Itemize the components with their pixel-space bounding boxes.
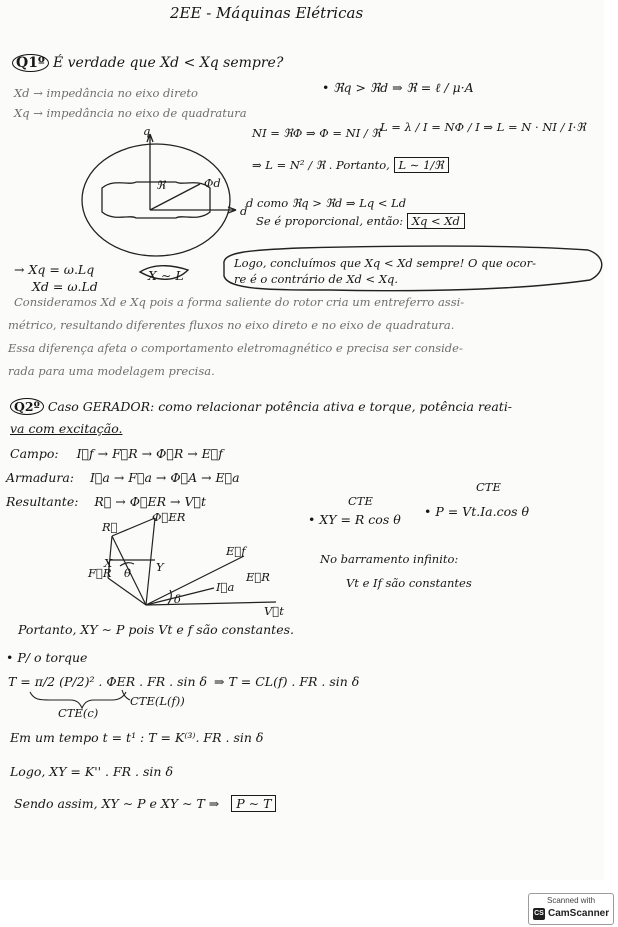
label-ef: E⃗f (226, 544, 246, 558)
resultante-label: Resultante: (6, 494, 79, 509)
camscanner-brand: CamScanner (548, 908, 610, 919)
armadura-chain: I⃗a → F⃗a → Φ⃗A → E⃗a (89, 470, 240, 485)
portanto-line: Portanto, XY ∼ P pois Vt e f são constantes. (18, 622, 294, 637)
q1-paragraph-line-3: Essa diferença afeta o comportamento eletromagnético e precisa ser conside- (8, 341, 463, 355)
q1-reluctance-relation: • ℜq > ℜd ⇒ ℜ = ℓ / μ·A (322, 80, 474, 95)
rotor-diagram (82, 134, 236, 256)
label-vt: V⃗t (264, 604, 284, 618)
q1-inductance-equation: L = λ / I = NΦ / I ⇒ L = N · NI / I·ℜ (380, 120, 586, 134)
d-axis-label: d (240, 204, 248, 218)
campo-row (10, 446, 223, 461)
q1-xd-definition: Xd → impedância no eixo direto (14, 86, 198, 100)
page-title: 2EE - Máquinas Elétricas (170, 4, 364, 22)
time-line: Em um tempo t = t¹ : T = K⁽³⁾. FR . sin δ (10, 730, 264, 745)
conclusion-line-2: re é o contrário de Xd < Xq. (234, 272, 399, 286)
final-box: P ∼ T (231, 795, 276, 812)
label-x: X (104, 556, 113, 570)
q1-paragraph-line-2: métrico, resultando diferentes fluxos no eixo direto e no eixo de quadratura. (8, 318, 455, 332)
q1-inductance-box: L ∼ 1/ℜ (394, 157, 449, 173)
cte-lf-label: CTE(L(f)) (130, 694, 185, 708)
reluctance-label: ℜ (156, 178, 166, 192)
label-er: E⃗R (246, 570, 270, 584)
xd-equation: Xd = ω.Ld (32, 279, 98, 294)
underbrace-cte-lf (122, 690, 130, 700)
torque-equation-2: ⇒ T = CL(f) . FR . sin δ (214, 674, 360, 689)
torque-heading: • P/ o torque (6, 650, 88, 665)
q1-paragraph-line-4: rada para uma modelagem precisa. (8, 364, 215, 378)
phasor-link-1 (112, 518, 155, 536)
camscanner-logo-icon: CS (533, 908, 545, 920)
q1-question-text: É verdade que Xd < Xq sempre? (52, 55, 284, 71)
cte-c-label: CTE(c) (58, 706, 99, 720)
q-axis-label: q (143, 124, 151, 138)
infinite-bus-text: No barramento infinito: (320, 552, 459, 566)
axis-arrowheads (147, 134, 236, 213)
q1-proportional-box: Xq < Xd (407, 213, 465, 229)
q1-xq-definition: Xq → impedância no eixo de quadratura (14, 106, 247, 120)
label-delta: δ (174, 592, 181, 606)
logo-line: Logo, XY = K'' . FR . sin δ (10, 764, 173, 779)
label-r: R⃗ (102, 520, 118, 534)
label-phi-er: Φ⃗ER (152, 510, 186, 524)
label-y: Y (156, 560, 164, 574)
phasor-vt (146, 602, 276, 605)
q2-heading-line-1 (10, 398, 512, 415)
armadura-label: Armadura: (6, 470, 74, 485)
q1-paragraph-line-1: Consideramos Xd e Xq pois a forma saliente do rotor cria um entreferro assi- (14, 295, 465, 309)
phasor-diagram (108, 518, 276, 605)
campo-chain: I⃗f → F⃗R → Φ⃗R → E⃗f (76, 446, 223, 461)
label-theta: θ (124, 566, 131, 580)
resultante-chain: R⃗ → Φ⃗ER → V⃗t (94, 494, 207, 509)
cte-label-2: CTE (476, 480, 501, 494)
label-ia: I⃗a (216, 580, 235, 594)
q1-inductance-text: ⇒ L = N² / ℜ . Portanto, (252, 158, 390, 172)
conclusion-line-1: Logo, concluímos que Xq < Xd sempre! O que ocor- (234, 256, 536, 270)
x-l-box: X ∼ L (148, 268, 184, 283)
camscanner-watermark (528, 893, 614, 925)
phasor-er (146, 518, 155, 605)
q1-number-badge: Q1º (12, 54, 49, 72)
phasor-fr (108, 578, 146, 605)
flux-label: Φd (204, 176, 221, 190)
q2-heading-line-2: va com excitação. (10, 421, 123, 436)
q1-comparison: d como ℜq > ℜd ⇒ Lq < Ld (246, 196, 407, 210)
vt-if-constant-text: Vt e If são constantes (346, 576, 472, 590)
resultante-row (6, 494, 206, 509)
scanned-with-text: Scanned with (546, 896, 596, 905)
final-line (14, 796, 276, 811)
armadura-row (6, 470, 240, 485)
xy-equation: • XY = R cos θ (308, 512, 401, 527)
delta-arc (168, 590, 171, 604)
stator-circle (82, 144, 230, 256)
cte-label-1: CTE (348, 494, 373, 508)
label-fr: F⃗R (88, 566, 112, 580)
torque-equation: T = π/2 (P/2)² . ΦER . FR . sin δ (8, 674, 208, 689)
q2-number-badge: Q2º (10, 398, 44, 415)
q2-heading-text-1: Caso GERADOR: como relacionar potência ativa e torque, potência reati- (47, 399, 513, 414)
q1-proportional-text: Se é proporcional, então: (256, 214, 404, 228)
xq-equation: → Xq = ω.Lq (14, 262, 95, 277)
campo-label: Campo: (10, 446, 59, 461)
power-equation: • P = Vt.Ia.cos θ (424, 504, 530, 519)
final-text: Sendo assim, XY ∼ P e XY ∼ T ⇒ (14, 796, 220, 811)
q1-mmf-equation: NI = ℜΦ ⇒ Φ = NI / ℜ (252, 126, 381, 140)
